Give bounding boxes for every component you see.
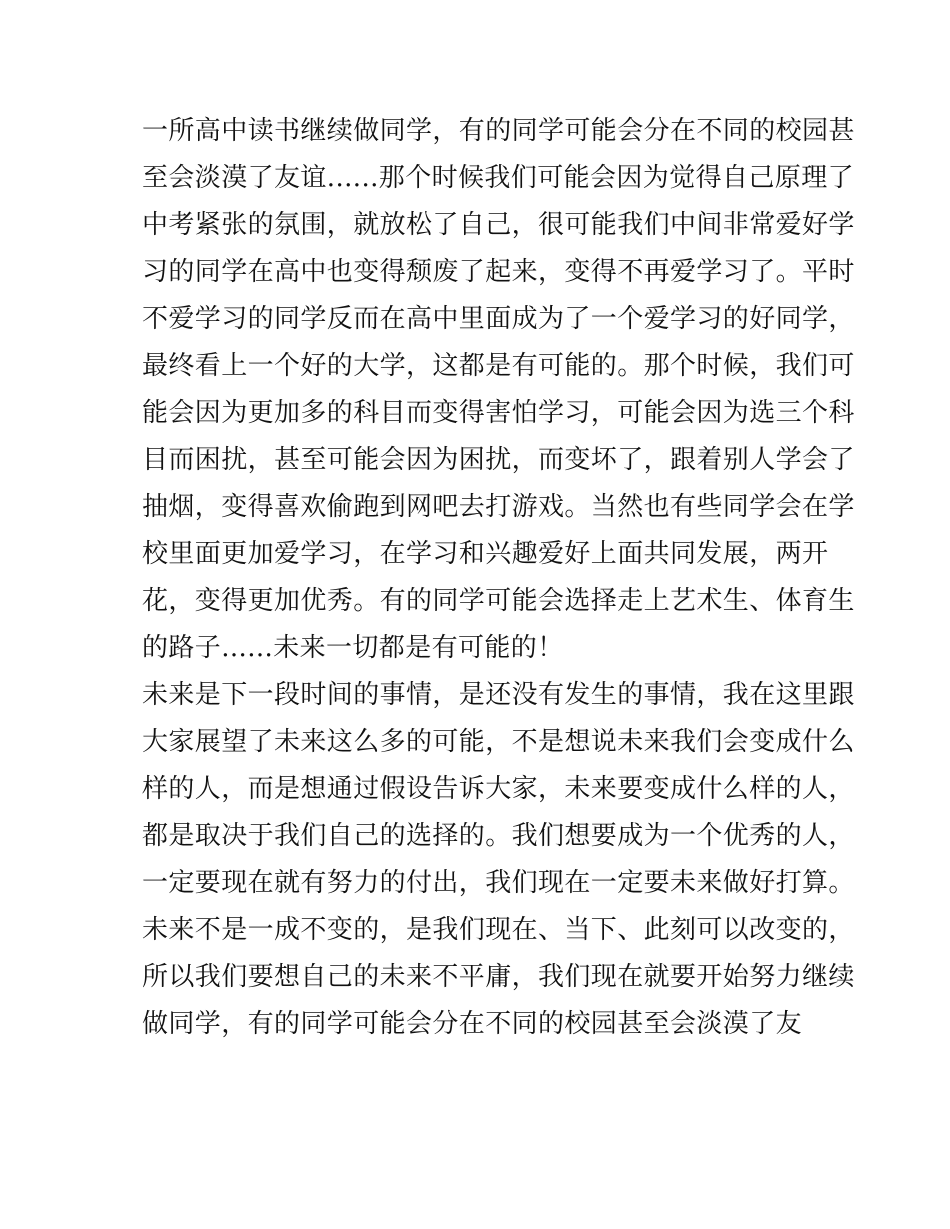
text-line: 习的同学在高中也变得颓废了起来，变得不再爱学习了。平时 xyxy=(142,257,855,287)
text-line: 目而困扰，甚至可能会因为困扰，而变坏了，跟着别人学会了 xyxy=(142,445,855,475)
text-line: 抽烟，变得喜欢偷跑到网吧去打游戏。当然也有些同学会在学 xyxy=(142,492,855,522)
text-line: 大家展望了未来这么多的可能，不是想说未来我们会变成什么 xyxy=(142,727,855,757)
text-line: 未来是下一段时间的事情，是还没有发生的事情，我在这里跟 xyxy=(142,680,855,710)
text-line: 不爱学习的同学反而在高中里面成为了一个爱学习的好同学， xyxy=(142,304,855,334)
text-line: 一所高中读书继续做同学，有的同学可能会分在不同的校园甚 xyxy=(142,116,855,146)
text-line: 做同学，有的同学可能会分在不同的校园甚至会淡漠了友 xyxy=(142,1009,803,1039)
body-text xyxy=(142,108,855,1048)
text-line: 至会淡漠了友谊......那个时候我们可能会因为觉得自己原理了 xyxy=(142,163,854,193)
text-line: 未来不是一成不变的，是我们现在、当下、此刻可以改变的， xyxy=(142,915,855,945)
text-line: 都是取决于我们自己的选择的。我们想要成为一个优秀的人， xyxy=(142,821,855,851)
text-line: 中考紧张的氛围，就放松了自己，很可能我们中间非常爱好学 xyxy=(142,210,855,240)
text-line: 一定要现在就有努力的付出，我们现在一定要未来做好打算。 xyxy=(142,868,855,898)
text-line: 花，变得更加优秀。有的同学可能会选择走上艺术生、体育生 xyxy=(142,586,855,616)
text-line: 的路子......未来一切都是有可能的！ xyxy=(142,633,564,663)
text-line: 样的人，而是想通过假设告诉大家，未来要变成什么样的人， xyxy=(142,774,855,804)
text-line: 最终看上一个好的大学，这都是有可能的。那个时候，我们可 xyxy=(142,351,855,381)
text-line: 校里面更加爱学习，在学习和兴趣爱好上面共同发展，两开 xyxy=(142,539,829,569)
text-line: 能会因为更加多的科目而变得害怕学习，可能会因为选三个科 xyxy=(142,398,855,428)
text-line: 所以我们要想自己的未来不平庸，我们现在就要开始努力继续 xyxy=(142,962,855,992)
